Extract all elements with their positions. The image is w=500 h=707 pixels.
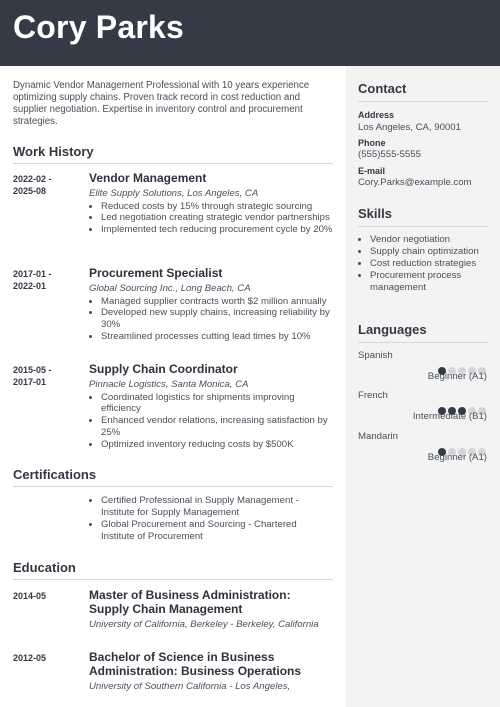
address-value: Los Angeles, CA, 90001 <box>358 122 461 133</box>
education-degree: Bachelor of Science in Business Administration: Business Operations <box>89 650 302 678</box>
skills-title: Skills <box>358 206 392 221</box>
job-bullet: • Streamlined processes cutting lead times by 10% <box>101 331 333 343</box>
job-org: Global Sourcing Inc., Long Beach, CA <box>89 283 251 294</box>
job-bullet: • Led negotiation creating strategic vendor partnerships <box>101 212 333 224</box>
language-level: Beginner (A1) <box>427 371 487 382</box>
languages-rule <box>358 342 488 343</box>
language-rating <box>436 402 486 411</box>
education-date: 2012-05 <box>13 653 47 663</box>
education-title: Education <box>13 560 76 575</box>
work-history-rule <box>13 163 333 164</box>
job-bullet: • Developed new supply chains, increasing reliability by 30% <box>101 307 333 331</box>
language-level: Intermediate (B1) <box>412 411 487 422</box>
job-title: Supply Chain Coordinator <box>89 362 238 376</box>
job-bullet: • Optimized inventory reducing costs by $500K <box>101 439 333 451</box>
language-rating <box>436 362 486 371</box>
address-label: Address <box>358 110 395 120</box>
phone-value: (555)555-5555 <box>358 149 421 160</box>
job-bullet: • Reduced costs by 15% through strategic sourcing <box>101 201 333 213</box>
email-value: Cory.Parks@example.com <box>358 177 472 188</box>
education-school: University of Southern California - Los Angeles, <box>89 681 291 692</box>
header-banner <box>0 0 500 66</box>
skill-item: • Supply chain optimization <box>370 246 496 258</box>
education-rule <box>13 579 333 580</box>
phone-label: Phone <box>358 138 386 148</box>
skill-item: • Vendor negotiation <box>370 234 496 246</box>
job-bullet: • Coordinated logistics for shipments improving efficiency <box>101 392 333 416</box>
skill-item: • Cost reduction strategies <box>370 258 496 270</box>
language-name: Mandarin <box>358 431 398 442</box>
certifications-rule <box>13 486 333 487</box>
job-org: Elite Supply Solutions, Los Angeles, CA <box>89 188 259 199</box>
skills-rule <box>358 226 488 227</box>
skill-item: • Procurement process management <box>370 270 496 294</box>
skills-list <box>358 233 496 294</box>
job-date: 2017-01 - 2022-01 <box>13 269 52 291</box>
education-school: University of California, Berkeley - Berkeley, California <box>89 619 319 630</box>
certifications-title: Certifications <box>13 467 97 482</box>
contact-title: Contact <box>358 81 407 96</box>
language-name: French <box>358 390 388 401</box>
job-bullet: • Enhanced vendor relations, increasing satisfaction by 25% <box>101 415 333 439</box>
summary-text: Dynamic Vendor Management Professional with 10 years experience optimizing supply chains. Proven track record in cost reduction and supplier negotiation. Expertise in inventory control and procurement strategies. <box>13 80 310 127</box>
work-history-title: Work History <box>13 144 94 159</box>
education-date: 2014-05 <box>13 591 47 601</box>
certification-item: • Certified Professional in Supply Management - Institute for Supply Management <box>101 495 329 519</box>
job-date: 2015-05 - 2017-01 <box>13 365 52 387</box>
languages-title: Languages <box>358 322 427 337</box>
certifications-list <box>89 494 329 543</box>
language-name: Spanish <box>358 350 393 361</box>
email-label: E-mail <box>358 166 386 176</box>
job-title: Procurement Specialist <box>89 266 223 280</box>
job-org: Pinnacle Logistics, Santa Monica, CA <box>89 379 249 390</box>
language-rating <box>436 443 486 452</box>
job-date: 2022-02 - 2025-08 <box>13 174 52 196</box>
job-bullet: • Managed supplier contracts worth $2 million annually <box>101 296 333 308</box>
job-title: Vendor Management <box>89 171 207 185</box>
job-bullet: • Implemented tech reducing procurement cycle by 20% <box>101 224 333 236</box>
language-level: Beginner (A1) <box>427 452 487 463</box>
contact-rule <box>358 101 488 102</box>
sidebar <box>346 66 500 707</box>
certification-item: • Global Procurement and Sourcing - Chartered Institute of Procurement <box>101 519 329 543</box>
education-degree: Master of Business Administration: Supply Chain Management <box>89 588 291 616</box>
candidate-name: Cory Parks <box>13 9 184 45</box>
